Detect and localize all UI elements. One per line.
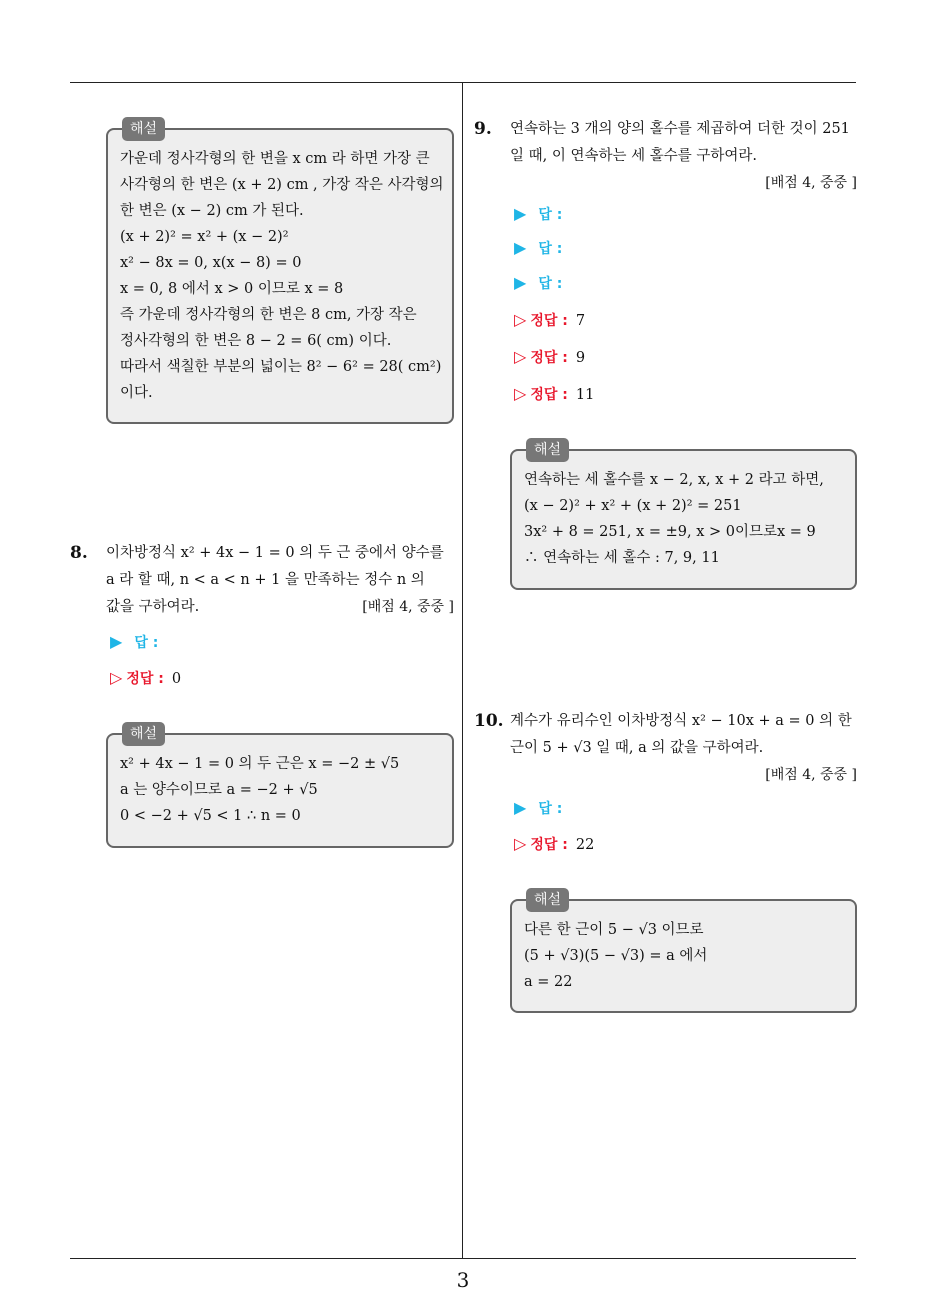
explanation-line: (5 + √3)(5 − √3) = a 에서 <box>524 948 708 964</box>
prev-explanation-box <box>106 121 454 424</box>
question-number: 10. <box>474 711 504 731</box>
correct-label: 정답 : <box>126 671 164 687</box>
points-label: [배점 4, 중중 ] <box>765 767 857 783</box>
answer-label: 답 : <box>538 241 563 257</box>
explanation-line: x = 0, 8 에서 x > 0 이므로 x = 8 <box>120 281 344 297</box>
question-line: 이차방정식 x² + 4x − 1 = 0 의 두 근 중에서 양수를 <box>106 545 444 561</box>
explanation-line: 따라서 색칠한 부분의 넓이는 8² − 6² = 28( cm²) <box>120 359 442 375</box>
bottom-rule <box>70 1258 856 1259</box>
correct-label: 정답 : <box>530 387 568 403</box>
answer-label: 답 : <box>538 801 563 817</box>
play-triangle-icon: ▶ <box>514 238 527 257</box>
explanation-line: 가운데 정사각형의 한 변을 x cm 라 하면 가장 큰 <box>120 151 430 167</box>
answer-field[interactable] <box>514 798 562 818</box>
correct-answer <box>110 668 181 688</box>
answer-field[interactable] <box>110 632 158 652</box>
play-triangle-icon: ▶ <box>514 798 527 817</box>
play-triangle-icon: ▶ <box>110 632 123 651</box>
outline-triangle-icon: ▷ <box>514 347 527 366</box>
answer-field[interactable] <box>514 238 562 258</box>
answer-label: 답 : <box>134 635 159 651</box>
explanation-line: a = 22 <box>524 974 573 990</box>
answer-label: 답 : <box>538 207 563 223</box>
question-line: 계수가 유리수인 이차방정식 x² − 10x + a = 0 의 한 <box>510 713 852 729</box>
explanation-tag: 해설 <box>122 722 165 746</box>
question-line: 근이 5 + √3 일 때, a 의 값을 구하여라. <box>510 740 764 756</box>
question-number: 8. <box>70 543 88 563</box>
correct-answer <box>514 310 585 330</box>
correct-value: 11 <box>575 387 595 403</box>
explanation-tag: 해설 <box>122 117 165 141</box>
explanation-line: 정사각형의 한 변은 8 − 2 = 6( cm) 이다. <box>120 333 392 349</box>
q9-explanation-box <box>510 442 857 590</box>
answer-field[interactable] <box>514 273 562 293</box>
page-number: 3 <box>456 1268 470 1292</box>
correct-value: 0 <box>171 671 182 687</box>
answer-field[interactable] <box>514 204 562 224</box>
explanation-line: 한 변은 (x − 2) cm 가 된다. <box>120 203 304 219</box>
outline-triangle-icon: ▷ <box>514 384 527 403</box>
play-triangle-icon: ▶ <box>514 204 527 223</box>
explanation-line: 연속하는 세 홀수를 x − 2, x, x + 2 라고 하면, <box>524 472 824 488</box>
explanation-line: ∴ 연속하는 세 홀수 : 7, 9, 11 <box>524 550 720 566</box>
explanation-line: x² + 4x − 1 = 0 의 두 근은 x = −2 ± √5 <box>120 756 400 772</box>
question-line: a 라 할 때, n < a < n + 1 을 만족하는 정수 n 의 <box>106 572 425 588</box>
explanation-tag: 해설 <box>526 438 569 462</box>
outline-triangle-icon: ▷ <box>110 668 123 687</box>
explanation-line: 사각형의 한 변은 (x + 2) cm , 가장 작은 사각형의 <box>120 177 444 193</box>
outline-triangle-icon: ▷ <box>514 834 527 853</box>
explanation-line: a 는 양수이므로 a = −2 + √5 <box>120 782 318 798</box>
question-10 <box>474 708 857 789</box>
correct-label: 정답 : <box>530 313 568 329</box>
correct-answer <box>514 834 594 854</box>
correct-label: 정답 : <box>530 837 568 853</box>
question-line: 값을 구하여라. <box>106 599 200 615</box>
question-8 <box>70 540 454 621</box>
correct-value: 22 <box>575 837 595 853</box>
correct-label: 정답 : <box>530 350 568 366</box>
play-triangle-icon: ▶ <box>514 273 527 292</box>
correct-value: 7 <box>575 313 586 329</box>
q8-explanation-box <box>106 726 454 848</box>
q10-explanation-box <box>510 892 857 1013</box>
explanation-line: 즉 가운데 정사각형의 한 변은 8 cm, 가장 작은 <box>120 307 417 323</box>
explanation-line: 다른 한 근이 5 − √3 이므로 <box>524 922 704 938</box>
explanation-line: (x + 2)² = x² + (x − 2)² <box>120 229 289 245</box>
question-number: 9. <box>474 119 492 139</box>
points-label: [배점 4, 중중 ] <box>765 175 857 191</box>
correct-answer <box>514 347 585 367</box>
outline-triangle-icon: ▷ <box>514 310 527 329</box>
column-divider <box>462 83 463 1259</box>
answer-label: 답 : <box>538 276 563 292</box>
explanation-line: 3x² + 8 = 251, x = ±9, x > 0이므로x = 9 <box>524 524 816 540</box>
explanation-line: x² − 8x = 0, x(x − 8) = 0 <box>120 255 302 271</box>
question-9 <box>474 116 857 197</box>
question-line: 연속하는 3 개의 양의 홀수를 제곱하여 더한 것이 251 <box>510 121 850 137</box>
top-rule <box>70 82 856 83</box>
explanation-tag: 해설 <box>526 888 569 912</box>
points-label: [배점 4, 중중 ] <box>362 599 454 615</box>
explanation-line: 0 < −2 + √5 < 1 ∴ n = 0 <box>120 808 301 824</box>
explanation-line: 이다. <box>120 385 153 401</box>
explanation-line: (x − 2)² + x² + (x + 2)² = 251 <box>524 498 742 514</box>
question-line: 일 때, 이 연속하는 세 홀수를 구하여라. <box>510 148 757 164</box>
correct-answer <box>514 384 594 404</box>
correct-value: 9 <box>575 350 586 366</box>
